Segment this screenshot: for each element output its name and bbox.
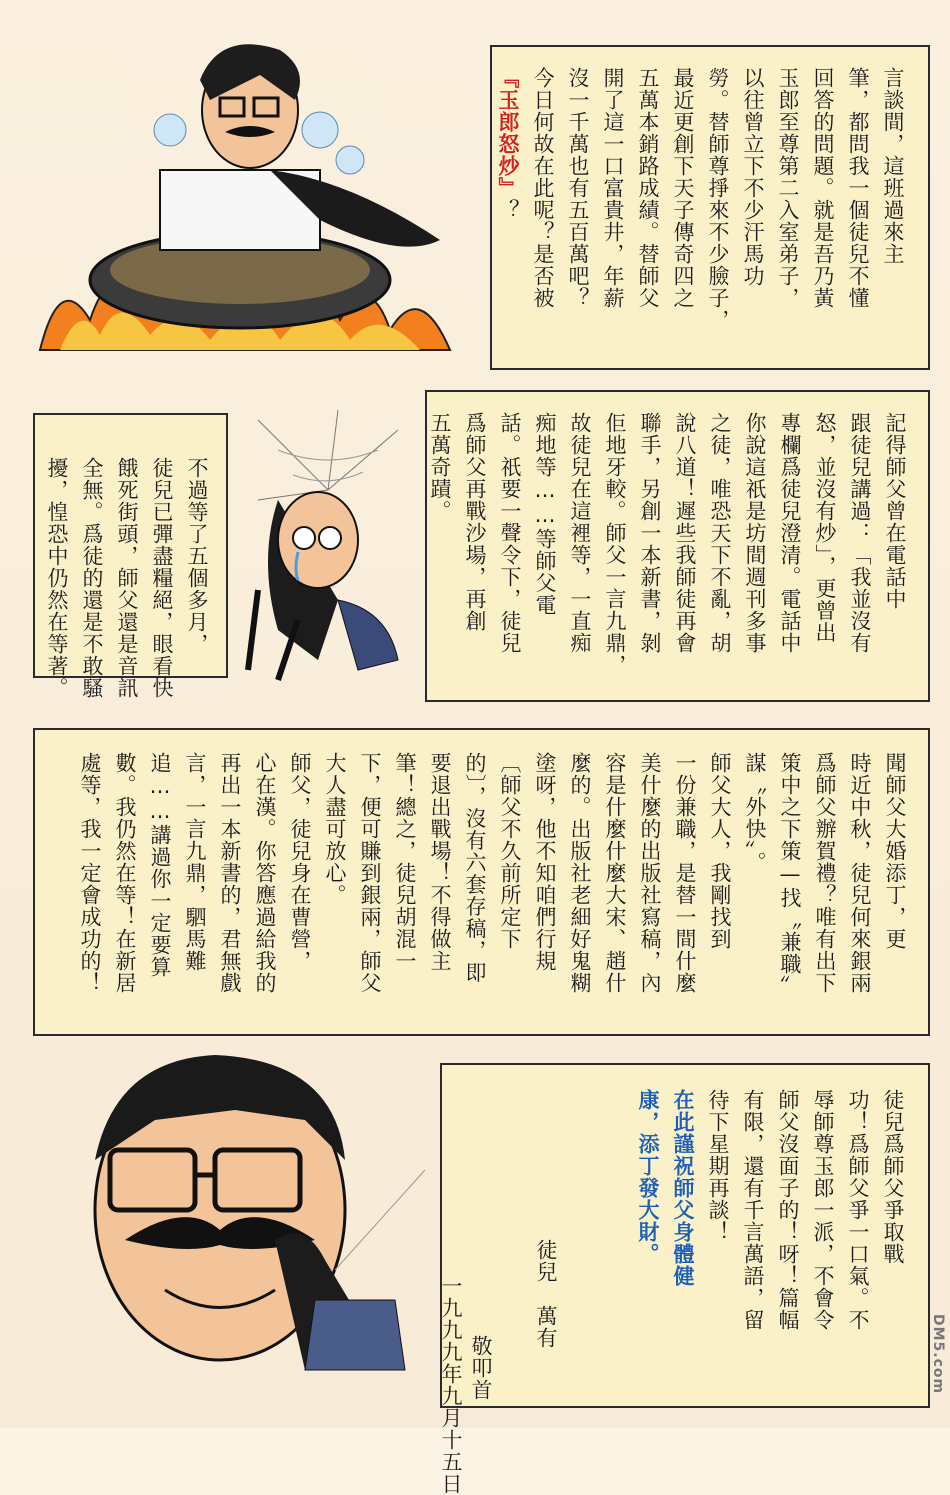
- panel-2-text: [39, 457, 214, 699]
- box5-line: 待下星期再談！: [706, 1089, 730, 1243]
- box1-line: 言談間，這班過來主: [881, 67, 905, 265]
- box4-line: 美什麼的出版社寫稿，內: [638, 752, 662, 994]
- box4-line: 追……講過你一定要算: [148, 752, 172, 978]
- box2-line: 不過等了五個多月，: [185, 457, 209, 655]
- box4-line: 師父，徒兒身在曹營，: [288, 752, 312, 972]
- box1-line: 以往曾立下不少汗馬功: [741, 67, 765, 287]
- box3-line: 痴地等……等師父電: [533, 412, 557, 616]
- panel-4-text: [72, 752, 912, 1028]
- box4-line: 策中之下策—找〝兼職〞: [778, 752, 802, 997]
- box4-line: 筆！總之，徒兒胡混一: [393, 752, 417, 972]
- box5-line: 師父沒面子的！呀！篇幅: [776, 1089, 800, 1331]
- box5-line: 徒兒爲師父爭取戰: [881, 1089, 905, 1265]
- box4-line: 容是什麼什麼大宋、趙什: [603, 752, 627, 994]
- blessing-line: 康，添丁發大財。: [636, 1089, 660, 1265]
- box3-line: 你說這祇是坊間週刊多事: [743, 412, 767, 654]
- box4-line: 師父大人，我剛找到: [708, 752, 732, 950]
- box4-line: 的〕，沒有六套存稿，即: [463, 752, 487, 984]
- angry-stir-fry-title: 『玉郎怒炒』: [496, 67, 520, 199]
- sign-name: 徒兒 萬有: [534, 1239, 558, 1349]
- box4-line: 大人盡可放心。: [323, 752, 347, 906]
- box4-line: 要退出戰場！不得做主: [428, 752, 452, 972]
- box4-line: 時近中秋，徒兒何來銀兩: [848, 752, 872, 994]
- box4-line: 爲師父辦賀禮？唯有出下: [813, 752, 837, 994]
- box2-line: 徒兒已彈盡糧絕，眼看快: [150, 457, 174, 699]
- box3-line: 記得師父曾在電話中: [883, 412, 907, 610]
- box1-line: 玉郎至尊第二入室弟子，: [776, 67, 800, 309]
- box1-line: 回答的問題。就是吾乃黃: [811, 67, 835, 309]
- box2-line: 餓死街頭，師父還是音訊: [115, 457, 139, 699]
- text-panel-1: [490, 45, 930, 370]
- box1-line: 筆，都問我一個徒兒不懂: [846, 67, 870, 309]
- box1-line: 勞。替師尊掙來不少臉子，: [706, 67, 730, 331]
- box4-line: 處等，我一定會成功的！: [78, 752, 102, 994]
- blessing-line: 在此謹祝師父身體健: [671, 1089, 695, 1287]
- text-panel-4: [33, 728, 930, 1036]
- box4-line: 一份兼職，是替一間什麼: [673, 752, 697, 994]
- box3-line: 話。祇要一聲令下，徒兒: [498, 412, 522, 654]
- box4-line: 言，一言九鼎，駟馬難: [183, 752, 207, 972]
- box3-line: 怒，並沒有炒」，更曾出: [813, 412, 837, 644]
- panel-5-text: [630, 1089, 910, 1389]
- crying-disciple-illustration: [238, 400, 428, 690]
- box3-line: 說八道！遲些我師徒再會: [673, 412, 697, 654]
- box4-line: 數。我仍然在等！在新居: [113, 752, 137, 994]
- box1-tail: ？: [496, 199, 520, 221]
- box1-line: 開了這一口富貴井，年薪: [601, 67, 625, 309]
- master-and-disciple-illustration: [55, 1040, 440, 1410]
- box4-line: 麼的。出版社老細好鬼糊: [568, 752, 592, 994]
- box4-line: 聞師父大婚添丁，更: [883, 752, 907, 950]
- box4-line: 謀〝外快〞。: [743, 752, 767, 874]
- box4-line: 心在漢。你答應過給我的: [253, 752, 277, 994]
- date-text: 一九九九年九月十五日: [439, 1275, 463, 1495]
- box1-line: 最近更創下天子傳奇四之: [671, 67, 695, 309]
- sign-bow-text: 敬叩首: [469, 1335, 493, 1401]
- box1-line: 今日何故在此呢？是否被: [531, 67, 555, 309]
- box1-line: 沒一千萬也有五百萬吧？: [566, 67, 590, 309]
- watermark: DM5.com: [930, 1313, 946, 1394]
- box2-line: 擾，惶恐中仍然在等著。: [45, 457, 69, 699]
- box5-line: 功！爲師父爭一口氣。不: [846, 1089, 870, 1331]
- box5-line: 辱師尊玉郎一派，不會令: [811, 1089, 835, 1331]
- panel-1-text: [490, 67, 910, 357]
- letter-date: [398, 1125, 503, 1495]
- box1-highlight-line: [490, 67, 525, 357]
- box4-line: 下，便可賺到銀兩，師父: [358, 752, 382, 994]
- box3-line: 爲師父再戰沙場，再創: [463, 412, 487, 632]
- text-panel-3: [425, 390, 930, 702]
- box3-line: 佢地牙較。師父一言九鼎，: [603, 412, 627, 676]
- text-panel-5: [439, 1063, 930, 1495]
- text-panel-2: [33, 413, 228, 699]
- chef-wok-illustration: [20, 20, 500, 380]
- box3-line: 專欄爲徒兒澄清。電話中: [778, 412, 802, 654]
- box4-line: 〔師父不久前所定下: [498, 752, 522, 950]
- box4-line: 塗呀，他不知咱們行規: [533, 752, 557, 972]
- box3-line: 聯手，另創一本新書，剝: [638, 412, 662, 654]
- box3-line: 五萬奇蹟。: [428, 412, 452, 522]
- box3-line: 故徒兒在這裡等，一直痴: [568, 412, 592, 654]
- box1-line: 五萬本銷路成績。替師父: [636, 67, 660, 309]
- box3-line: 跟徒兒講過：「我並沒有: [848, 412, 872, 654]
- box5-line: 有限，還有千言萬語，留: [741, 1089, 765, 1331]
- panel-3-text: [422, 412, 912, 692]
- box2-line: 全無。爲徒的還是不敢騷: [80, 457, 104, 699]
- box3-line: 之徒，唯恐天下不亂，胡: [708, 412, 732, 654]
- box4-line: 再出一本新書的，君無戲: [218, 752, 242, 994]
